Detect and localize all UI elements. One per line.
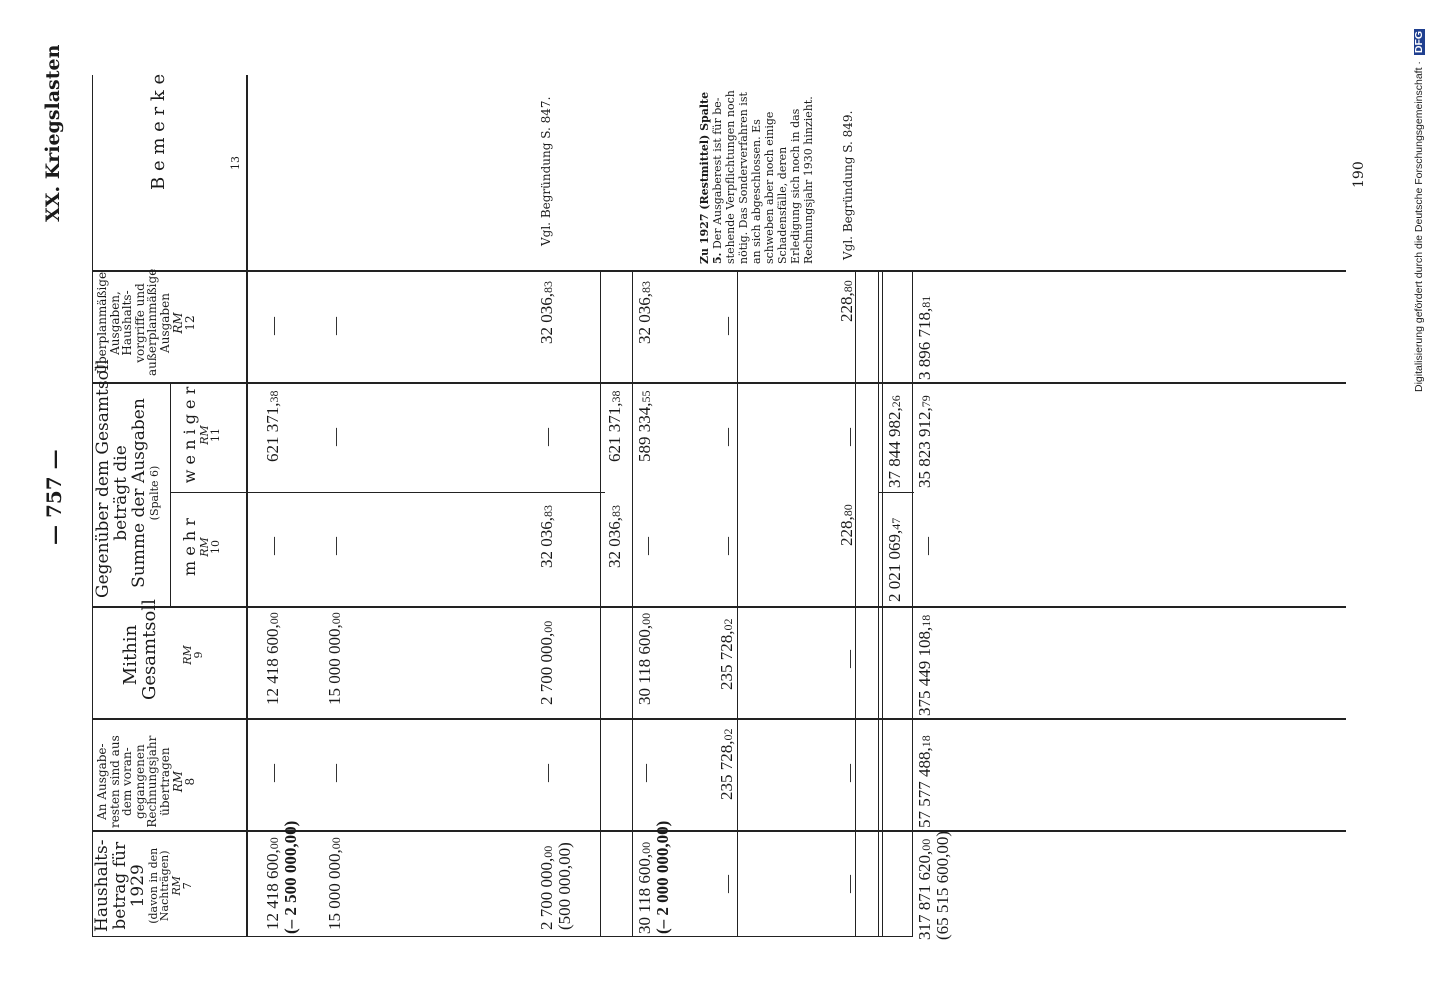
r5-c8: 235 728,02 bbox=[717, 728, 736, 800]
r4-c7: 30 118 600,00 bbox=[635, 841, 654, 934]
r5-c7: — bbox=[717, 875, 737, 893]
col-line-9 bbox=[92, 718, 1346, 720]
total-line-3 bbox=[912, 270, 913, 937]
r6-c8: — bbox=[839, 764, 859, 782]
col-line-13 bbox=[92, 270, 1346, 272]
r4-c10: 32 036,83 bbox=[605, 505, 624, 568]
r5-c10: — bbox=[717, 537, 737, 555]
dfg-logo: DFG bbox=[1413, 30, 1425, 54]
bottom-border bbox=[92, 936, 912, 937]
r6-c11: — bbox=[839, 428, 859, 446]
header-col13-num: 13 bbox=[229, 156, 242, 170]
r1-c7-note: (– 2 500 000,00) bbox=[281, 820, 300, 934]
r4-c7-note: (– 2 000 000,00) bbox=[653, 820, 672, 934]
header-col9: Mithin Gesamtsoll RM 9 bbox=[120, 599, 206, 700]
header-col12: Überplanmäßige Ausgaben, Haushalts- vorgriffe und außerplanmäßige Ausgaben RM 12 bbox=[95, 268, 198, 376]
r1-c7: 12 418 600,00 bbox=[263, 837, 282, 930]
r3-c8: — bbox=[537, 764, 557, 782]
header-col8: An Ausgabe- resten sind aus dem voran- gegangenen Rechnungsjahr übertragen RM 8 bbox=[95, 735, 198, 828]
col-line-11 bbox=[170, 492, 605, 493]
r5-c9: 235 728,02 bbox=[717, 618, 736, 690]
r5-note: Zu 1927 (Restmittel) Spalte 5. Der Ausgaberest ist für bestehende Verpflichtungen noch nötig. Das Sonderverfahren ist an sich abgeschlossen. Es schweben aber noch einige Schadensfälle, deren Erledigung sich noch in das Rechnungsjahr 1930 hinzieht. bbox=[698, 90, 815, 264]
chapter-title: XX. Kriegslasten bbox=[42, 44, 64, 222]
r1-c12: — bbox=[263, 317, 283, 335]
r2-c9: 15 000 000,00 bbox=[325, 612, 344, 705]
r4-c11a: 621 371,38 bbox=[605, 390, 624, 462]
r1-c11: 621 371,38 bbox=[263, 390, 282, 462]
total-line-1 bbox=[878, 270, 879, 937]
r2-c7: 15 000 000,00 bbox=[325, 837, 344, 930]
total-c11a: 37 844 982,26 bbox=[885, 395, 904, 488]
r3-c7-note: (500 000,00) bbox=[555, 842, 574, 930]
col-line-10 bbox=[92, 606, 1346, 608]
r4-c12: 32 036,83 bbox=[635, 281, 654, 344]
r3-c11: — bbox=[537, 428, 557, 446]
subtotal-line-2 bbox=[632, 270, 633, 937]
r6-c9: — bbox=[839, 650, 859, 668]
header-group: Gegenüber dem Gesamtsoll beträgt die Summe der Ausgaben (Spalte 6) bbox=[93, 359, 161, 598]
r4-c9: 30 118 600,00 bbox=[635, 612, 654, 705]
r3-c12: 32 036,83 bbox=[537, 281, 556, 344]
total-c10-dash: — bbox=[917, 537, 937, 555]
r5-c12: — bbox=[717, 317, 737, 335]
r3-c9: 2 700 000,00 bbox=[537, 620, 556, 705]
total-c7: 317 871 620,00 bbox=[915, 838, 934, 940]
group-divider bbox=[170, 382, 171, 606]
total-c9: 375 449 108,18 bbox=[915, 614, 934, 716]
r1-c8: — bbox=[263, 764, 283, 782]
page-number: 190 bbox=[1351, 161, 1367, 188]
r3-note: Vgl. Begründung S. 847. bbox=[539, 96, 553, 246]
total-c8: 57 577 488,18 bbox=[915, 735, 934, 828]
header-separator bbox=[246, 75, 248, 937]
r1-c10: — bbox=[263, 537, 283, 555]
total-line-2 bbox=[882, 270, 883, 937]
digitization-note: Digitalisierung gefördert durch die Deutsche Forschungsgemeinschaft · DFG bbox=[1413, 30, 1425, 392]
r2-c12: — bbox=[325, 317, 345, 335]
subtotal-line-1 bbox=[600, 270, 601, 937]
total-c10: 2 021 069,47 bbox=[885, 517, 904, 602]
total-c11b: 35 823 912,79 bbox=[915, 395, 934, 488]
r6-c7: — bbox=[839, 875, 859, 893]
page-title: — 757 — bbox=[42, 449, 66, 545]
r6-c12: 228,80 bbox=[837, 280, 856, 322]
r3-c7: 2 700 000,00 bbox=[537, 845, 556, 930]
r2-c8: — bbox=[325, 764, 345, 782]
header-col11: w e n i g e r RM 11 bbox=[180, 386, 223, 484]
col-line-11-total bbox=[878, 492, 914, 493]
r6-note: Vgl. Begründung S. 849. bbox=[841, 110, 855, 260]
header-col13: B e m e r k e bbox=[148, 73, 169, 190]
row-line-6 bbox=[855, 270, 856, 937]
r4-c8: — bbox=[635, 764, 655, 782]
r4-c10-dash: — bbox=[637, 537, 657, 555]
r4-c11b: 589 334,55 bbox=[635, 390, 654, 462]
r5-c11: — bbox=[717, 428, 737, 446]
r1-c9: 12 418 600,00 bbox=[263, 612, 282, 705]
r3-c10: 32 036,83 bbox=[537, 505, 556, 568]
r2-c11: — bbox=[325, 428, 345, 446]
r6-c10: 228,80 bbox=[837, 504, 856, 546]
total-c7-note: (65 515 600,00) bbox=[933, 830, 952, 940]
row-line-5 bbox=[737, 270, 738, 937]
header-col7: Haushalts- betrag für 1929 (davon in den Nachträgen) RM 7 bbox=[92, 839, 195, 932]
r2-c10: — bbox=[325, 537, 345, 555]
total-c12: 3 896 718,81 bbox=[915, 295, 934, 380]
col-line-12 bbox=[92, 382, 1346, 384]
header-col10: m e h r RM 10 bbox=[180, 518, 223, 576]
